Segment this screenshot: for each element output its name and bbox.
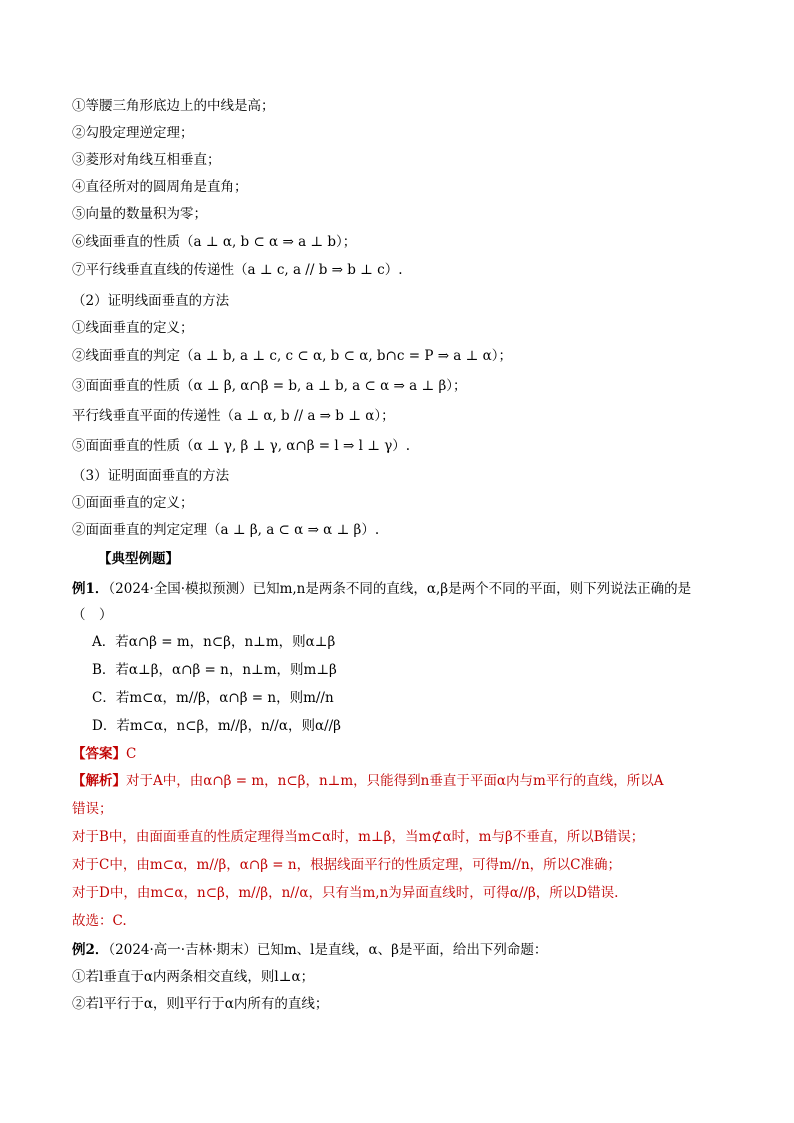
list-item: ③面面垂直的性质（α ⊥ β, α∩β = b, a ⊥ b, a ⊂ α ⇒ a ⊥ β）； (72, 378, 467, 394)
list-item: ①等腰三角形底边上的中线是高； (72, 98, 275, 114)
analysis-line: 故选：C. (72, 913, 127, 929)
example-stem-text: （2024·全国·模拟预测）已知m,n是两条不同的直线，α,β是两个不同的平面，则下列说法正确的是 (108, 581, 692, 597)
option-c: C．若m⊂α，m//β，α∩β = n，则m//n (92, 690, 334, 706)
list-item: ①面面垂直的定义； (72, 495, 194, 511)
list-item: ②面面垂直的判定定理（a ⊥ β, a ⊂ α ⇒ α ⊥ β）. (72, 522, 380, 538)
example-stem-text: （2024·高一·吉林·期末）已知m、l是直线，α、β是平面，给出下列命题： (108, 942, 548, 958)
list-item: ⑤面面垂直的性质（α ⊥ γ, β ⊥ γ, α∩β = l ⇒ l ⊥ γ）. (72, 438, 411, 454)
list-item: ①线面垂直的定义； (72, 320, 194, 336)
list-item: ③菱形对角线互相垂直； (72, 152, 221, 168)
analysis-line: 错误； (72, 801, 113, 817)
list-item: ④直径所对的圆周角是直角； (72, 179, 248, 195)
analysis-line: 对于C中，由m⊂α，m//β，α∩β = n，根据线面平行的性质定理，可得m//n，所以C准确； (72, 857, 622, 873)
analysis-text: 对于A中，由α∩β = m，n⊂β，n⊥m，只能得到n垂直于平面α内与m平行的直线，所以A (126, 773, 664, 789)
example-1-paren: （ ） (72, 607, 113, 623)
answer-tag: 【答案】 (72, 746, 126, 762)
option-d: D．若m⊂α，n⊂β，m//β，n//α，则α//β (92, 718, 341, 734)
example-1-stem (72, 580, 691, 598)
list-item: 平行线垂直平面的传递性（a ⊥ α, b // a ⇒ b ⊥ α）； (72, 408, 395, 424)
example-2-stem (72, 941, 547, 959)
examples-heading: 【典型例题】 (98, 551, 179, 567)
list-item: ⑤向量的数量积为零； (72, 206, 207, 222)
section-title: （3）证明面面垂直的方法 (72, 468, 230, 484)
answer-line (72, 745, 136, 763)
analysis-line: 对于D中，由m⊂α，n⊂β，m//β，n//α，只有当m,n为异面直线时，可得α//β，所以D错误. (72, 885, 619, 901)
analysis-tag: 【解析】 (72, 773, 126, 789)
section-title: （2）证明线面垂直的方法 (72, 293, 230, 309)
list-item: ②线面垂直的判定（a ⊥ b, a ⊥ c, c ⊂ α, b ⊂ α, b∩c = P ⇒ a ⊥ α）； (72, 348, 512, 364)
example-label: 例1． (72, 581, 109, 597)
list-item: ②勾股定理逆定理； (72, 125, 194, 141)
list-item: ②若l平行于α，则l平行于α内所有的直线； (72, 996, 329, 1012)
list-item: ⑥线面垂直的性质（a ⊥ α, b ⊂ α ⇒ a ⊥ b）； (72, 234, 357, 250)
analysis-line: 对于B中，由面面垂直的性质定理得当m⊂α时，m⊥β，当m⊄α时，m与β不垂直，所以B错误； (72, 829, 645, 845)
option-a: A．若α∩β = m，n⊂β，n⊥m，则α⊥β (92, 634, 336, 650)
list-item: ⑦平行线垂直直线的传递性（a ⊥ c, a // b ⇒ b ⊥ c）. (72, 262, 403, 278)
option-b: B．若α⊥β，α∩β = n，n⊥m，则m⊥β (92, 662, 337, 678)
analysis-line (72, 772, 664, 790)
list-item: ①若l垂直于α内两条相交直线，则l⊥α； (72, 969, 315, 985)
answer-value: C (126, 746, 137, 762)
example-label: 例2． (72, 942, 109, 958)
